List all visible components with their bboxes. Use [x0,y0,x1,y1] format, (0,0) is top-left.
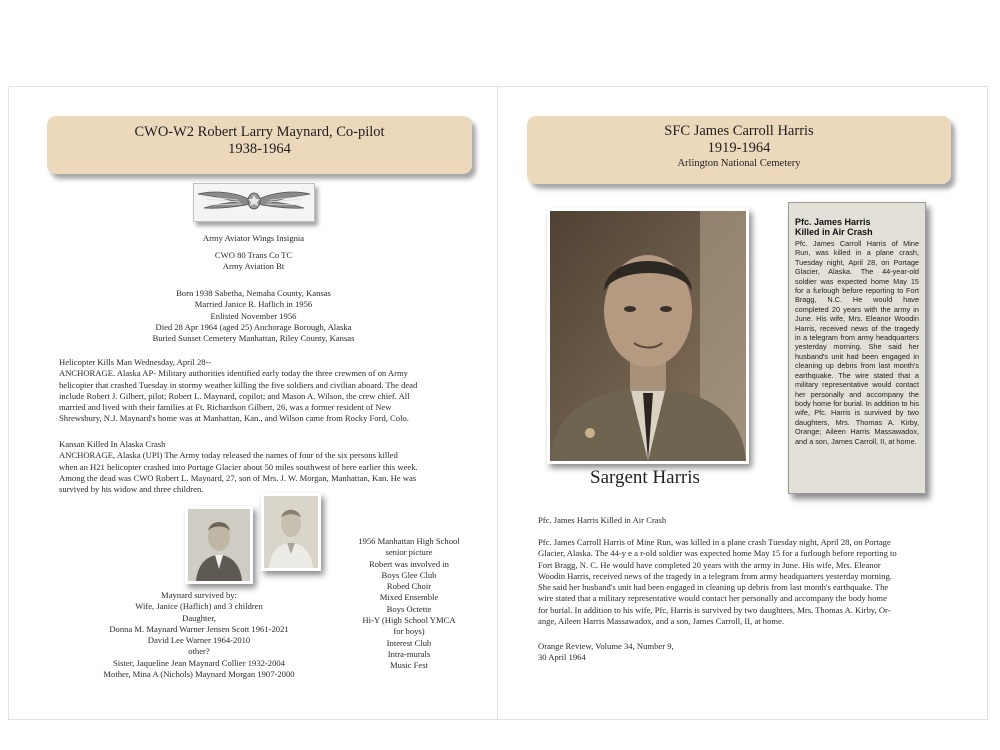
school-line: Boys Octette [386,603,432,614]
survivor-line: Sister, Jaqueline Jean Maynard Collier 1932-2004 [113,657,285,668]
clipping-headline-line: Pfc. James Harris [795,217,871,227]
survivor-line: Wife, Janice (Haflich) and 3 children [135,601,263,612]
bio-block [9,288,498,344]
harris-article-title: Pfc. James Harris Killed in Air Crash [538,515,667,525]
harris-source [538,641,674,664]
school-line: Mixed Ensemble [379,592,439,603]
bio-line: Died 28 Apr 1964 (aged 25) Anchorage Borough, Alaska [155,321,352,332]
clipping-body: Pfc. James Carroll Harris of Mine Run, was killed in a plane crash, Tuesday night, April 28, on Portage Glacier, Alaska. The 44-year-old soldier was expected home May 15 for a furlough before reporting to Fort Bragg, N.C. He would have completed 20 years with the army in June. His wife, Mrs. Eleanor Woodin Harris, received news of the tragedy in a telegram from army headquarters yesterday morning. She said her husband's unit had been engaged in cleaning up debris from last month's earthquake. The wire stated that a military representative would contact her personally and accompany the body home for burial. In addition to his wife, Pfc. Harris is survived by two daughters, Mrs. Thomas A. Kirby, Orange; Aileen Harris Massawadox, and a son, James Carroll, II, at home. [795,239,919,446]
bio-line: Enlisted November 1956 [210,310,297,321]
article-line: Among the dead was CWO Robert L. Maynard, 27, son of Mrs. J. W. Morgan, Manhattan, Kan. He was [59,472,417,483]
left-title-banner [47,116,472,174]
right-cemetery: Arlington National Cemetery [677,158,801,169]
article-line: Shrewsbury, N.J. Maynard's home was at Manhattan, Kan., and Wilson came from Rocky Ford, Colo. [59,413,409,424]
survivor-line: Donna M. Maynard Warner Jensen Scott 1961-2021 [109,623,289,634]
right-page [497,86,988,720]
unit-line: CWO 80 Trans Co TC [214,250,293,260]
article-line: include Robert J. Gilbert, pilot; Robert L. Maynard, copilot; and Mason A. Wilson, the crew chief. All [59,390,410,401]
school-line: Intra-murals [387,648,431,659]
article-line: She said her husband's unit had been engaged in cleaning up debris from last month's earthquake. The [538,582,889,593]
school-line: Robed Choir [386,581,432,592]
survivor-line: Daughter, [182,612,216,623]
survivors-block [49,590,349,680]
source-line: Orange Review, Volume 34, Number 9, [538,641,674,651]
bio-line: Buried Sunset Cemetery Manhattan, Riley County, Kansas [152,333,355,344]
portrait-caption: Sargent Harris [590,467,700,488]
school-line: Boys Glee Club [381,569,437,580]
article-helicopter [59,357,417,425]
bio-line: Born 1938 Sabetha, Nemaha County, Kansas [176,288,331,298]
article-line: wire stated that a military representative would contact her personally and accompany the body home [538,593,887,604]
article-line: Pfc. James Carroll Harris of Mine Run, was killed in a plane crash Tuesday night, April 28, on Portage [538,537,891,547]
school-line: Robert was involved in [369,558,449,569]
unit-block [9,250,498,273]
article-line: for burial. In addition to his wife, Pfc, Harris is survived by two daughters, Mrs. Thomas A. Kirby, Or- [538,604,891,615]
left-name: CWO-W2 Robert Larry Maynard, Co-pilot [134,124,385,140]
school-line: senior picture [385,547,433,558]
newspaper-clipping [788,202,926,494]
school-line: Hi-Y (High School YMCA [362,615,456,626]
article-line: when an H21 helicopter crashed into Portage Glacier about 50 miles southwest of here earlier this week. [59,461,418,472]
school-line: Music Fest [390,660,428,671]
bio-line: Married Janice R. Haflich in 1956 [194,299,313,310]
clipping-headline [789,203,925,237]
clipping-headline-line: Killed in Air Crash [795,227,873,237]
article-line: Fort Bragg, N. C. He would have completed 20 years with the army in June. His wife, Mrs. Eleanor [538,559,881,570]
school-line: 1956 Manhattan High School [358,536,460,546]
survivor-line: David Lee Warner 1964-2010 [147,635,251,646]
source-line: 30 April 1964 [538,652,586,663]
article-kansan [59,439,418,495]
article-line: survived by his widow and three children. [59,484,204,495]
school-photo-2 [261,493,321,571]
article-line: ange, Aileen Harris Massawadox, and a son, James Carroll, II, at home. [538,616,785,627]
article-line: Glacier, Alaska. The 44-y e a r-old soldier was expected home May 15 for a furlough before reporting to [538,548,897,559]
article-title: Helicopter Kills Man Wednesday, April 28-- [59,357,212,367]
right-title-banner [527,116,951,184]
aviator-wings-image [193,183,315,222]
school-photo-1 [185,506,253,584]
harris-portrait [547,208,749,464]
unit-line: Army Aviation Bt [222,261,285,272]
survivor-line: Mother, Mina A (Nichols) Maynard Morgan 1907-2000 [103,669,295,680]
survivor-line: other? [188,646,210,657]
survivor-line: Maynard survived by: [161,590,237,600]
school-line: Interest Club [386,637,432,648]
right-years: 1919-1964 [707,140,771,156]
article-line: Woodin Harris, received news of the tragedy in a telegram from army headquarters yesterday morning. [538,570,892,581]
school-activities [339,536,479,672]
article-line: helicopter that crashed Tuesday in stormy weather killing the five soldiers and civilian aboard. The dead [59,379,418,390]
wings-caption: Army Aviator Wings Insignia [202,233,305,243]
school-line: for boys) [393,626,425,637]
wings-icon [194,184,314,221]
left-years: 1938-1964 [228,141,291,157]
right-name: SFC James Carroll Harris [664,123,814,139]
left-page [8,86,497,720]
article-line: ANCHORAGE. Alaska AP- Military authorities identified early today the three crewmen of on Army [59,368,408,379]
article-line: married and lived with their families at Ft. Richardson Gilbert, 26, was a former resident of New [59,402,392,413]
article-title: Kansan Killed In Alaska Crash [59,439,166,449]
harris-article [538,537,897,627]
article-line: ANCHORAGE, Alaska (UPI) The Army today released the names of four of the six persons killed [59,450,398,461]
